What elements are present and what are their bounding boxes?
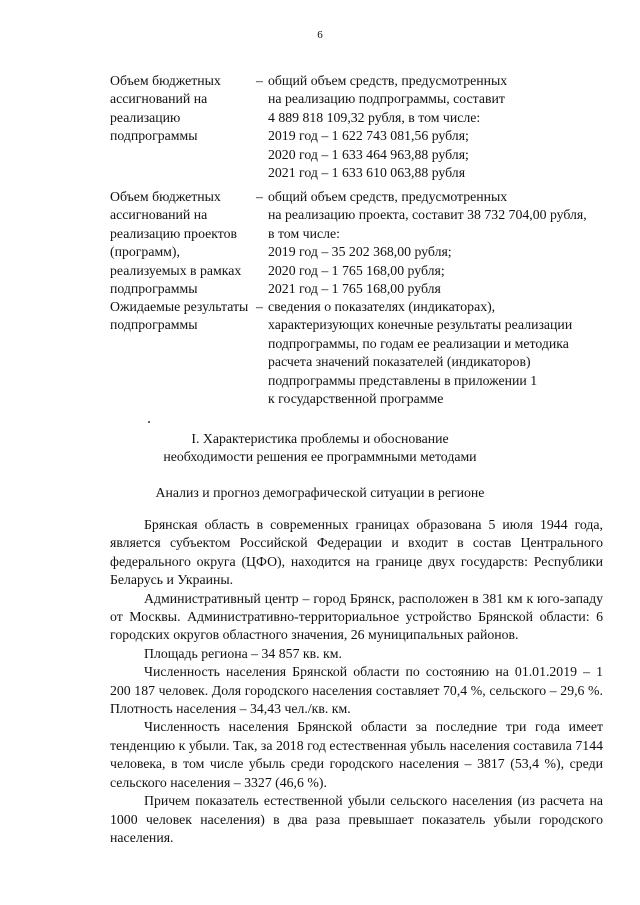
value-line: характеризующих конечные результаты реализации — [268, 317, 573, 333]
value-line: сведения о показателях (индикаторах), — [268, 299, 496, 314]
value-line: 2021 год – 1 633 610 063,88 рубля — [268, 165, 466, 181]
page-number: 6 — [317, 29, 323, 41]
section-title — [0, 430, 640, 467]
scan-speck — [148, 421, 150, 423]
value-line: 2019 год – 35 202 368,00 рубля; — [268, 244, 452, 260]
row-value — [268, 188, 610, 298]
value-line: 2019 год – 1 622 743 081,56 рубля; — [268, 128, 469, 144]
row-dash: – — [256, 73, 263, 88]
value-line: к государственной программе — [268, 391, 444, 407]
section-subtitle: Анализ и прогноз демографической ситуации в регионе — [155, 485, 485, 500]
row-value — [268, 298, 610, 408]
value-line: 2020 год – 1 633 464 963,88 рубля; — [268, 146, 469, 162]
row-label: Объем бюджетных ассигнований на реализацию подпрограммы — [110, 73, 221, 144]
value-line: расчета значений показателей (индикаторов) — [268, 354, 531, 370]
paragraph: Площадь региона – 34 857 кв. км. — [144, 645, 342, 661]
value-line: 4 889 818 109,32 рубля, в том числе: — [268, 109, 481, 125]
paragraph: Брянская область в современных границах образована 5 июля 1944 года, является субъектом Российской Федерации и входит в состав Центрального федерального округа (ЦФО), находится на границе двух государств: Республики Беларусь и Украины. — [110, 517, 603, 588]
value-line: 2020 год – 1 765 168,00 рубля; — [268, 262, 445, 278]
value-line: на реализацию подпрограммы, составит — [268, 91, 505, 107]
value-line: в том числе: — [268, 225, 340, 241]
row-label: Ожидаемые результаты подпрограммы — [110, 299, 249, 333]
paragraph: Причем показатель естественной убыли сельского населения (из расчета на 1000 человек населения) в два раза превышает показатель убыли городского населения. — [110, 793, 603, 845]
row-dash: – — [256, 299, 263, 314]
value-line: 2021 год – 1 765 168,00 рубля — [268, 281, 441, 297]
paragraph: Административный центр – город Брянск, расположен в 381 км к юго-западу от Москвы. Административно-территориальное устройство Брянской области: 6 городских округов областного значения, 26 муниципальных районов. — [110, 590, 603, 643]
value-line: общий объем средств, предусмотренных — [268, 189, 508, 204]
value-line: подпрограммы представлены в приложении 1 — [268, 372, 538, 388]
row-value — [268, 72, 610, 182]
value-line: общий объем средств, предусмотренных — [268, 73, 508, 88]
row-dash: – — [256, 189, 263, 204]
body-text — [110, 516, 603, 847]
value-line: на реализацию проекта, составит 38 732 704,00 рубля, — [268, 207, 587, 223]
paragraph: Численность населения Брянской области за последние три года имеет тенденцию к убыли. Так, за 2018 год естественная убыль населения составила 7144 человека, в том числе убыль среди городского населения – 3817 (53,4 %), среди сельского населения – 3327 (46,6 %). — [110, 719, 603, 790]
section-title-line: необходимости решения ее программными методами — [163, 449, 477, 465]
section-title-line: I. Характеристика проблемы и обоснование — [191, 431, 449, 446]
value-line: подпрограммы, по годам ее реализации и методика — [268, 335, 569, 351]
paragraph: Численность населения Брянской области по состоянию на 01.01.2019 – 1 200 187 человек. Доля городского населения составляет 70,4 %, сельского – 29,6 %. Плотность населения – 34,43 чел./кв. км. — [110, 664, 603, 717]
row-label: Объем бюджетных ассигнований на реализацию проектов (программ), реализуемых в рамках подпрограммы — [110, 189, 242, 297]
